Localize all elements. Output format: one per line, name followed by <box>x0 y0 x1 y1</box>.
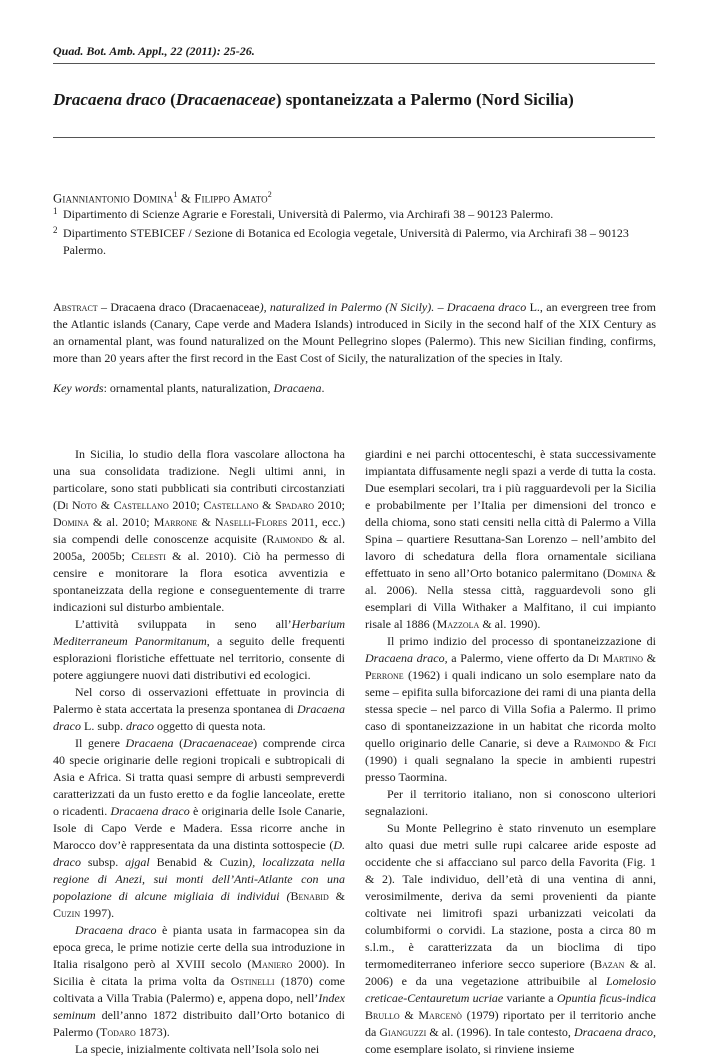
paragraph <box>53 616 345 684</box>
body-text: & al. 2006). Nella stessa città, ragguardevoli sono gli esemplari di Villa Withaker a Malfitano, il cui impianto risale al 1886 ( <box>365 566 656 631</box>
body-text: Benabid & Cuzin <box>149 855 249 869</box>
affiliation-2-number: 2 <box>53 225 58 235</box>
body-text: Dracaenaceae <box>183 736 254 750</box>
citation: Raimondo & Fici <box>573 736 656 750</box>
body-text: , a seguito delle frequenti esplorazioni floristiche effettuate nel territorio, consente di potere aggiungere nuovi dati distributivi ed ecologici. <box>53 634 345 682</box>
author-separator: & <box>177 191 195 206</box>
affiliation-2 <box>53 225 658 259</box>
affiliation-1-text: Dipartimento di Scienze Agrarie e Forestali, Università di Palermo, via Archirafi 38 – 90123 Palermo. <box>63 207 554 221</box>
body-text: Il genere <box>75 736 126 750</box>
paragraph <box>53 684 345 735</box>
title-rest: ) spontaneizzata a Palermo (Nord Sicilia) <box>275 90 574 109</box>
abstract-text: ), naturalized in Palermo (N Sicily). – Dracaena draco <box>259 300 527 314</box>
body-text: 1873). <box>135 1025 170 1039</box>
citation: Benabid & Cuzin <box>53 889 345 920</box>
citation: Domina <box>606 566 643 580</box>
body-text: giardini e nei parchi ottocenteschi, è stata successivamente impiantata diffusamente negli spazi a verde di tutta la costa. Due esemplari secolari, tra i più ragguardevoli per la Sicilia e probabilmente per l’Italia per dimensioni del tronco e della chioma, sono stati censiti nella città di Palermo a Villa Spina – quartiere Resuttana-San Lorenzo – nell’ambito del lavoro di schedatura della flora ornamentale siciliana effettuato in seno all’Orto botanico palermitano ( <box>365 447 656 580</box>
body-text: 2010; <box>168 498 204 512</box>
body-text: & al. 2010; <box>88 515 154 529</box>
body-text: Opuntia ficus-indica <box>556 991 656 1005</box>
title-family: Dracaenaceae <box>175 90 276 109</box>
body-text: Lomelosio creticae-Centauretum ucriae <box>365 974 656 1005</box>
citation: Di Noto & Castellano <box>57 498 169 512</box>
citation: Marrone & Naselli-Flores <box>153 515 288 529</box>
body-text: 1997). <box>80 906 115 920</box>
keywords-text: . <box>321 381 325 395</box>
body-text: Dracaena draco <box>53 702 345 733</box>
body-text: ) comprende circa 40 specie originarie delle regioni tropicali e subtropicali di Asia e Africa. Si tratta quasi sempre di arbusti sempreverdi caratterizzati da un fusto eretto e da foglie lanceolate, erette o ricadenti. <box>53 736 345 818</box>
body-text: Index seminum <box>53 991 345 1022</box>
body-text: (1870) come coltivata a Villa Trabia (Palermo) e, appena dopo, nell’ <box>53 974 345 1005</box>
body-text: Herbarium Mediterraneum Panormitanum <box>53 617 345 648</box>
body-text: draco <box>126 719 154 733</box>
body-text: Su Monte Pellegrino è stato rinvenuto un esemplare alto quasi due metri sulle rupi calcaree aride esposte ad occidente che si affacciano sul parco della Favorita (Fig. 1 & 2). Tale individuo, dell’età di una ventina di anni, verosimilmente, deriva da semi provenienti da piante coltivate nei limitrofi spazi urbanizzati veicolati da columbiformi o corvidi. La stazione, posta a circa 80 m s.l.m., è caratterizzata da un bioclima di tipo termomediterraneo inferiore secco superiore ( <box>365 821 656 971</box>
body-text: variante a <box>503 991 557 1005</box>
citation: Todaro <box>100 1025 136 1039</box>
affiliation-1 <box>53 206 658 223</box>
author-2-affiliation-mark: 2 <box>267 190 272 199</box>
body-text: Dracaena draco, <box>365 651 448 665</box>
paragraph <box>365 820 656 1058</box>
paragraph <box>53 1041 345 1058</box>
body-text: è pianta usata in farmacopea sin da epoca greca, le prime notizie certe della sua introduzione in Italia risalgono però al XVIII secolo ( <box>53 923 345 971</box>
keywords <box>53 381 325 396</box>
body-text: La specie, inizialmente coltivata nell’Isola solo nei <box>75 1042 320 1056</box>
body-text: (1962) i quali indicano un solo esemplare nato da seme – epifita sulla biforcazione dei rami di una pianta della stessa specie – nel parco di Villa Sofia a Palermo. Il primo caso di spontaneizzazione in un habitat che ricorda molto quello originario delle Canarie, si deve a <box>365 668 656 750</box>
body-text: subsp. <box>81 855 126 869</box>
body-text: & al. 2006) e da una vegetazione attribuibile al <box>365 957 656 988</box>
citation: Ostinelli <box>230 974 275 988</box>
paragraph <box>365 633 656 786</box>
citation: Brullo & Marcenò <box>365 1008 462 1022</box>
abstract <box>53 299 656 367</box>
body-text: & al. 1990). <box>479 617 541 631</box>
citation: Castellano & Spadaro <box>203 498 314 512</box>
citation: Raimondo <box>266 532 314 546</box>
body-text: (1979) riportato per il territorio anche da <box>365 1008 656 1039</box>
author-1-affiliation-mark: 1 <box>173 190 178 199</box>
citation: Di Martino & Perrone <box>365 651 657 682</box>
body-text: come esemplare isolato, si rinviene insieme <box>365 1042 575 1056</box>
header-rule <box>53 63 655 64</box>
body-text: ), localizzata nella regione di Anezi, sui monti dell’Anti-Atlante con una popolazione di alcune migliaia di individui ( <box>53 855 345 903</box>
keywords-text: Dracaena <box>273 381 322 395</box>
body-column-left <box>53 446 345 1058</box>
body-text: Dracaena <box>125 736 174 750</box>
title-open-paren: ( <box>165 90 176 109</box>
body-text: oggetto di questa nota. <box>154 719 266 733</box>
body-text: (1990) i quali segnalano la specie in ambienti rupestri presso Taormina. <box>365 753 656 784</box>
author-1: Gianniantonio Domina <box>53 191 174 206</box>
paragraph <box>53 446 345 616</box>
citation: Bazan <box>594 957 625 971</box>
affiliation-2-text: Dipartimento STEBICEF / Sezione di Botanica ed Ecologia vegetale, Università di Palermo, via Archirafi 38 – 90123 Palermo. <box>63 226 629 257</box>
author-list <box>53 190 272 206</box>
keywords-text: : ornamental plants, naturalization, <box>103 381 274 395</box>
body-text: è originaria delle Isole Canarie, Isole di Capo Verde e Madera. Essa ricorre anche in Marocco dov’è rappresentata da una distinta sottospecie ( <box>53 804 345 852</box>
citation: Mazzola <box>436 617 480 631</box>
body-text: Nel corso di osservazioni effettuate in provincia di Palermo è stata accertata la presenza spontanea di <box>53 685 345 716</box>
citation: Maniero <box>251 957 293 971</box>
body-text: 2011, ecc.) sia compendi delle conoscenze acquisite ( <box>53 515 346 546</box>
body-text: L. subp. <box>81 719 126 733</box>
body-text: & al. 2010). Ciò ha permesso di censire e monitorare la flora esotica avventizia e spontaneizzata della regione e conseguentemente di trarre indicazioni sul disturbo ambientale. <box>53 549 345 614</box>
paragraph <box>365 786 656 820</box>
body-text: In Sicilia, lo studio della flora vascolare alloctona ha una sua consolidata tradizione. Negli ultimi anni, in particolare, sono stati pubblicati sia contributi circostanziati ( <box>53 447 345 512</box>
body-text: Dracaena draco <box>110 804 190 818</box>
body-text: Dracaena draco <box>75 923 157 937</box>
body-text: L’attività sviluppata in seno all’ <box>75 617 292 631</box>
title-rule <box>53 137 655 138</box>
body-text: D. draco <box>53 838 345 869</box>
body-text: dell’anno 1872 distribuito dall’Orto botanico di Palermo ( <box>53 1008 345 1039</box>
body-text: Dracaena draco, <box>573 1025 657 1039</box>
paragraph <box>365 446 656 633</box>
title-genus: Dracaena draco <box>53 90 166 109</box>
journal-citation: Quad. Bot. Amb. Appl., 22 (2011): 25-26. <box>53 44 255 58</box>
abstract-label: Abstract <box>53 300 98 314</box>
citation: Celesti <box>131 549 166 563</box>
page-title <box>53 90 663 110</box>
body-text: & al. (1996). In tale contesto, <box>426 1025 574 1039</box>
abstract-text: L., an evergreen tree from the Atlantic islands (Canary, Cape verde and Madera Islands) introduced in Sicily in the second half of the XIX Century as an ornamental plant, was found naturalized on the Mount Pellegrino slopes (Palermo). This new Sicilian finding, confirms, more than 20 years after the first record in the East Cost of Sicily, the naturalization of the species in Italy. <box>53 300 656 365</box>
affiliation-1-number: 1 <box>53 206 58 216</box>
body-text: & al. 2005a, 2005b; <box>53 532 345 563</box>
body-text: Il primo indizio del processo di spontaneizzazione di <box>387 634 656 648</box>
keywords-label: Key words <box>53 381 104 395</box>
body-text: ajgal <box>125 855 150 869</box>
body-text: a Palermo, viene offerto da <box>447 651 588 665</box>
body-column-right <box>365 446 656 1058</box>
paragraph <box>53 735 345 922</box>
paragraph <box>53 922 345 1041</box>
author-2: Filippo Amato <box>194 191 268 206</box>
body-text: 2010; <box>313 498 345 512</box>
abstract-text: – Dracaena draco (Dracaenaceae <box>97 300 260 314</box>
citation: Gianguzzi <box>379 1025 427 1039</box>
body-text: Per il territorio italiano, non si conoscono ulteriori segnalazioni. <box>365 787 656 818</box>
citation: Domina <box>53 515 89 529</box>
body-text: 2000). In Sicilia è citata la prima volta da <box>53 957 345 988</box>
body-text: ( <box>173 736 184 750</box>
